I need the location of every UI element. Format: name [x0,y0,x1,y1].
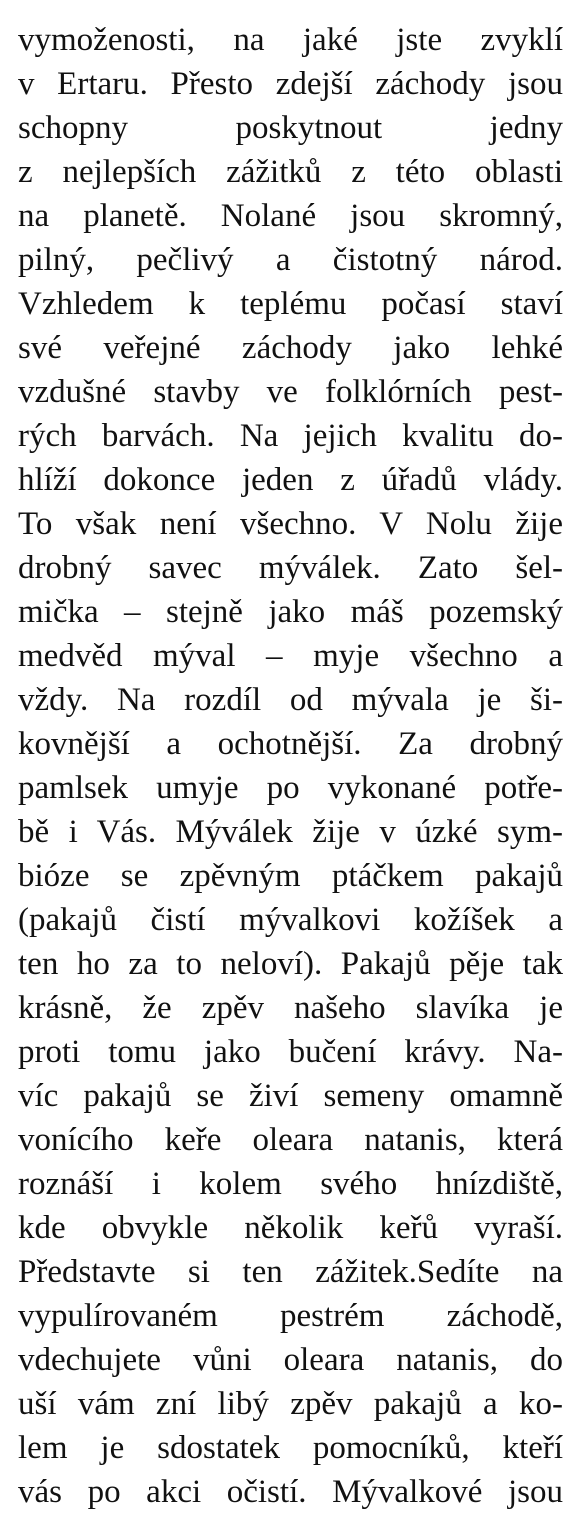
text-line-6: pilný, pečlivý a čistotný národ. [18,242,563,278]
text-line-9: vzdušné stavby ve folklórních pest- [18,374,563,410]
text-line-30: vypulírovaném pestrém záchodě, [18,1298,563,1334]
text-line-11: hlíží dokonce jeden z úřadů vlády. [18,462,563,498]
text-line-14: mička – stejně jako máš pozemský [18,594,563,630]
text-line-3: schopny poskytnout jedny [18,110,563,146]
text-line-20: bióze se zpěvným ptáčkem pakajů [18,858,563,894]
text-line-7: Vzhledem k teplému počasí staví [18,286,563,322]
text-line-22: ten ho za to neloví). Pakajů pěje tak [18,946,563,982]
text-line-18: pamlsek umyje po vykonané potře- [18,770,563,806]
text-line-28: kde obvykle několik keřů vyraší. [18,1210,563,1246]
text-line-29: Představte si ten zážitek.Sedíte na [18,1254,563,1290]
text-line-5: na planetě. Nolané jsou skromný, [18,198,563,234]
text-line-2: v Ertaru. Přesto zdejší záchody jsou [18,66,563,102]
text-line-31: vdechujete vůni oleara natanis, do [18,1342,563,1378]
text-line-21: (pakajů čistí mývalkovi kožíšek a [18,902,563,938]
text-line-1: vymoženosti, na jaké jste zvyklí [18,22,563,58]
text-line-23: krásně, že zpěv našeho slavíka je [18,990,563,1026]
text-line-4: z nejlepších zážitků z této oblasti [18,154,563,190]
text-line-17: kovnější a ochotnější. Za drobný [18,726,563,762]
text-line-8: své veřejné záchody jako lehké [18,330,563,366]
text-line-12: To však není všechno. V Nolu žije [18,506,563,542]
text-line-26: vonícího keře oleara natanis, která [18,1122,563,1158]
text-line-24: proti tomu jako bučení krávy. Na- [18,1034,563,1070]
text-line-19: bě i Vás. Mýválek žije v úzké sym- [18,814,563,850]
text-line-34: vás po akci očistí. Mývalkové jsou [18,1474,563,1510]
text-line-32: uší vám zní libý zpěv pakajů a ko- [18,1386,563,1422]
text-line-27: roznáší i kolem svého hnízdiště, [18,1166,563,1202]
text-line-10: rých barvách. Na jejich kvalitu do- [18,418,563,454]
text-line-25: víc pakajů se živí semeny omamně [18,1078,563,1114]
text-line-13: drobný savec mýválek. Zato šel- [18,550,563,586]
text-line-16: vždy. Na rozdíl od mývala je ši- [18,682,563,718]
text-line-33: lem je sdostatek pomocníků, kteří [18,1430,563,1466]
text-line-15: medvěd mýval – myje všechno a [18,638,563,674]
